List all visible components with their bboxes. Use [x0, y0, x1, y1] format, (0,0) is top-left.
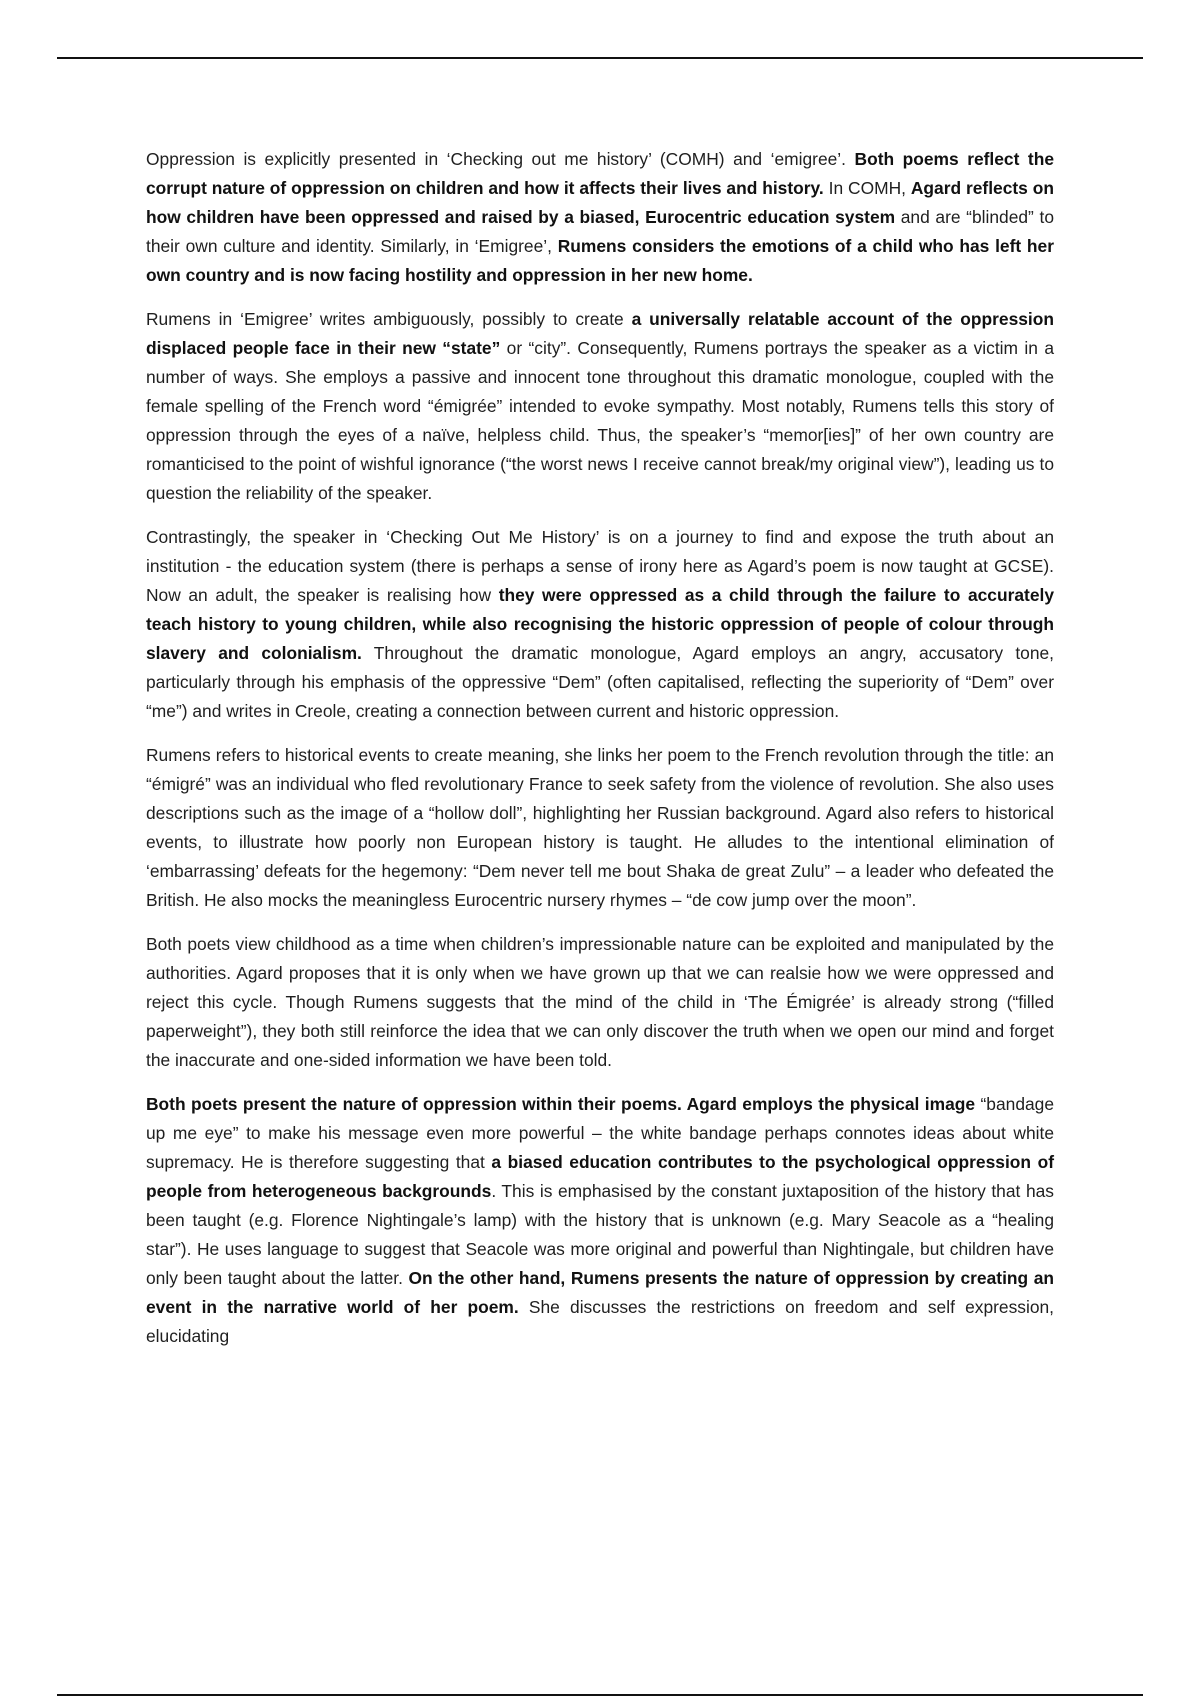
text-run: . This is emphasised by the constant juxtaposition of the history that has been taught (e.g. Florence Nightingale’s lamp) with the history that is unknown (e.g. Mary Seacole as a “healing star”). He uses language to suggest that Seacole was more original and powerful than Nightingale, but children have only been taught about the latter.	[146, 1181, 1054, 1288]
bold-run: Both poems reflect the corrupt nature of oppression on children and how it affects their lives and history.	[146, 149, 1054, 198]
text-run: “bandage up me eye” to make his message even more powerful – the white bandage perhaps connotes ideas about white supremacy. He is therefore suggesting that	[146, 1094, 1055, 1172]
text-run: Throughout the dramatic monologue, Agard employs an angry, accusatory tone, particularly through his emphasis of the oppressive “Dem” (often capitalised, reflecting the superiority of “Dem” over “me”) and writes in Creole, creating a connection between current and historic oppression.	[146, 643, 1055, 721]
text-run: She discusses the restrictions on freedom and self expression, elucidating	[146, 1297, 1055, 1346]
text-run: Oppression is explicitly presented in ‘Checking out me history’ (COMH) and ‘emigree’.	[146, 149, 855, 169]
paragraph-2	[146, 305, 1054, 508]
bold-run: a biased education contributes to the psychological oppression of people from heterogeneous backgrounds	[146, 1152, 1054, 1201]
text-run: Rumens refers to historical events to create meaning, she links her poem to the French revolution through the title: an “émigré” was an individual who fled revolutionary France to seek safety from the violence of revolution. She also uses descriptions such as the image of a “hollow doll”, highlighting her Russian background. Agard also refers to historical events, to illustrate how poorly non European history is taught. He alludes to the intentional elimination of ‘embarrassing’ defeats for the hegemony: “Dem never tell me bout Shaka de great Zulu” – a leader who defeated the British. He also mocks the meaningless Eurocentric nursery rhymes – “de cow jump over the moon”.	[146, 745, 1054, 910]
text-run: Rumens in ‘Emigree’ writes ambiguously, possibly to create	[146, 309, 632, 329]
bold-run: Both poets present the nature of oppression within their poems. Agard employs the physical image	[146, 1094, 976, 1114]
bold-run: Agard reflects on how children have been oppressed and raised by a biased, Eurocentric education system	[146, 178, 1054, 227]
text-run: and are “blinded” to their own culture and identity. Similarly, in ‘Emigree’,	[146, 207, 1054, 256]
paragraph-6	[146, 1090, 1054, 1351]
essay-body	[146, 145, 1054, 1366]
paragraph-1	[146, 145, 1054, 290]
bold-run: they were oppressed as a child through the failure to accurately teach history to young children, while also recognising the historic oppression of people of colour through slavery and colonialism.	[146, 585, 1054, 663]
paragraph-5	[146, 930, 1054, 1075]
text-run: Both poets view childhood as a time when children’s impressionable nature can be exploited and manipulated by the authorities. Agard proposes that it is only when we have grown up that we can realsie how we were oppressed and reject this cycle. Though Rumens suggests that the mind of the child in ‘The Émigrée’ is already strong (“filled paperweight”), they both still reinforce the idea that we can only discover the truth when we open our mind and forget the inaccurate and one-sided information we have been told.	[146, 934, 1054, 1070]
footer-rule	[57, 1694, 1143, 1696]
paragraph-4	[146, 741, 1054, 915]
bold-run: Rumens considers the emotions of a child who has left her own country and is now facing hostility and oppression in her new home.	[146, 236, 1054, 285]
paragraph-3	[146, 523, 1054, 726]
bold-run: On the other hand, Rumens presents the nature of oppression by creating an event in the narrative world of her poem.	[146, 1268, 1054, 1317]
bold-run: a universally relatable account of the oppression displaced people face in their new “state”	[146, 309, 1054, 358]
text-run: In COMH,	[823, 178, 911, 198]
text-run: or “city”. Consequently, Rumens portrays the speaker as a victim in a number of ways. She employs a passive and innocent tone throughout this dramatic monologue, coupled with the female spelling of the French word “émigrée” intended to evoke sympathy. Most notably, Rumens tells this story of oppression through the eyes of a naïve, helpless child. Thus, the speaker’s “memor[ies]” of her own country are romanticised to the point of wishful ignorance (“the worst news I receive cannot break/my original view”), leading us to question the reliability of the speaker.	[146, 338, 1054, 503]
text-run: Contrastingly, the speaker in ‘Checking Out Me History’ is on a journey to find and expose the truth about an institution - the education system (there is perhaps a sense of irony here as Agard’s poem is now taught at GCSE). Now an adult, the speaker is realising how	[146, 527, 1054, 605]
header-rule	[57, 57, 1143, 59]
